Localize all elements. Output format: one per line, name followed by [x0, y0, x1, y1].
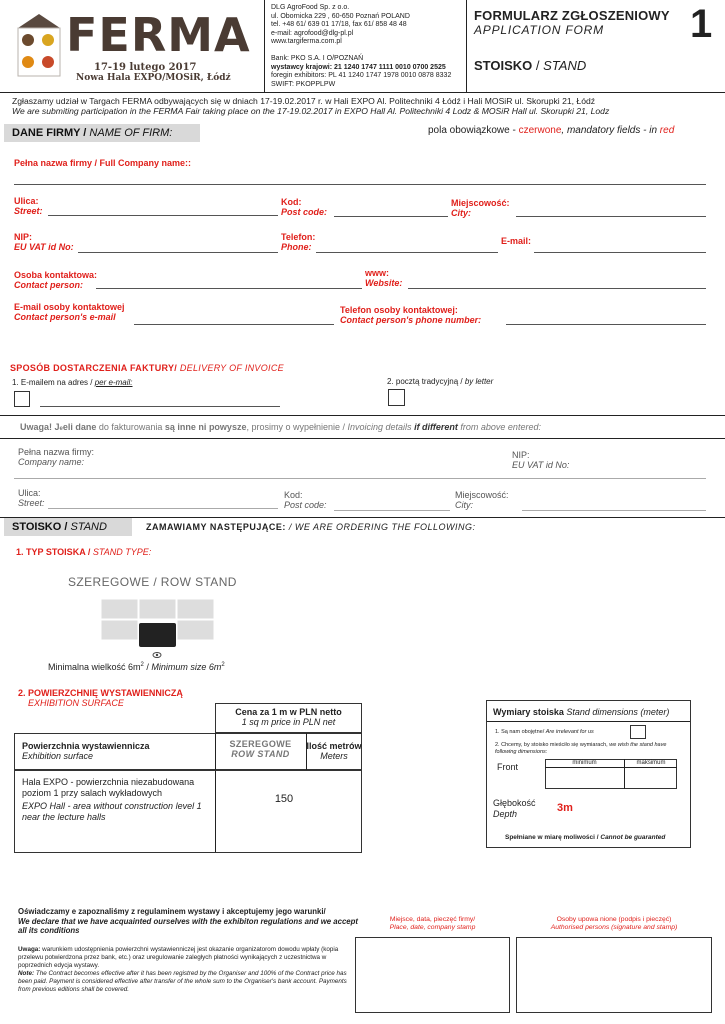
stamp-label: Miejsce, data, pieczęć firmy/ Place, date, company stamp: [389, 916, 476, 931]
email-label: E-mail:: [501, 236, 532, 246]
invoice-note: Uwaga! Jeeli dane do fakturowania są inne ni powysze, prosimy o wypełnienie / Invoicing details if different from above entered:: [20, 422, 541, 432]
signature-label: Osoby upowa nione (podpis i pieczęć) Authorised persons (signature and stamp): [550, 916, 678, 931]
signature-box[interactable]: [516, 937, 712, 1013]
contact-phone-field[interactable]: [506, 324, 706, 325]
col-row-stand: SZEREGOWE ROW STAND: [229, 739, 292, 759]
full-name-field[interactable]: [14, 184, 706, 185]
post-code-label: Kod: Post code:: [281, 197, 328, 217]
stand-type-label: 1. TYP STOISKA / STAND TYPE:: [16, 547, 152, 557]
city-label: Miejscowość: City:: [451, 198, 510, 218]
surface-label: 2. POWIERZCHNIĘ WYSTAWIENNICZĄ EXHIBITION SURFACE: [18, 688, 183, 708]
invoice-opt-letter-label: 2. pocztą tradycyjną / by letter: [387, 377, 494, 386]
street-field[interactable]: [48, 215, 278, 216]
website-label: www: Website:: [365, 268, 403, 288]
barn-icon: [14, 12, 64, 78]
intro-pl: Zgłaszamy udział w Targach FERMA odbywających się w dniach 17-19.02.2017 r. w Hali EXPO Al. Politechniki 4 Łódź i Hali MOSiR ul. Skorupki 21, Łódź: [12, 96, 596, 106]
ordering-label: ZAMAWIAMY NASTĘPUJĄCE: / WE ARE ORDERING THE FOLLOWING:: [146, 522, 476, 532]
inv-city-field[interactable]: [522, 510, 706, 511]
logo-dates: 17-19 lutego 2017: [94, 62, 197, 73]
col-meters: Ilość metrów Meters: [306, 741, 362, 761]
nip-field[interactable]: [78, 252, 278, 253]
row-expo-hall: Hala EXPO - powierzchnia niezabudowana poziom 1 przy salach wykładowych EXPO Hall - area without construction level 1 near the lecture halls: [22, 777, 202, 822]
declaration-text: Oświadczamy e zapoznaliśmy z regulaminem wystawy i akceptujemy jego warunki/ We declare that we have acquainted ourselves with the exhibiton regulations and we accept all its conditions: [18, 907, 358, 935]
dimensions-box: [486, 700, 691, 848]
dim-title: Wymiary stoiska Stand dimensions (meter): [493, 707, 670, 717]
form-number: 1: [690, 2, 713, 46]
row-price: 150: [274, 793, 294, 805]
col-surface: Powierzchnia wystawiennicza Exhibition surface: [22, 741, 150, 761]
intro-en: We are submiting participation in the FERMA Fair taking place on the 17-19.02.2017 in EXPO Hall Al. Politechniki 4 Lodz & MOSiR Hall ul. Skorupki 21, Lodz: [12, 106, 610, 116]
contact-email-label: E-mail osoby kontaktowej Contact person's e-mail: [14, 302, 125, 322]
company-info: DLG AgroFood Sp. z o.o. ul. Obornicka 229 , 60-650 Poznań POLAND tel. +48 61/ 639 01 17/18, fax 61/ 858 48 48 e-mail: agrofood@dlg-pl.pl www.targiferma.com.pl Bank: PKO S.A. I O/POZNAŃ wystawcy krajowi: 21 1240 1747 1111 0010 0700 2525 foregin exhibitors: PL 41 1240 1747 1978 0010 0878 8332 SWIFT: PKOPPLPW: [271, 4, 452, 88]
inv-code-label: Kod: Post code:: [284, 490, 327, 510]
contact-phone-label: Telefon osoby kontaktowej: Contact person's phone number:: [340, 305, 482, 325]
full-name-label: Pełna nazwa firmy / Full Company name::: [14, 158, 192, 168]
invoice-email-field[interactable]: [40, 406, 280, 407]
post-code-field[interactable]: [334, 216, 448, 217]
inv-full-name-field[interactable]: [14, 478, 706, 479]
inv-nip-label: NIP: EU VAT id No:: [512, 450, 570, 470]
dim-front-max[interactable]: [625, 768, 676, 788]
contact-person-field[interactable]: [96, 288, 362, 289]
dim-front-label: Front: [497, 762, 519, 772]
phone-field[interactable]: [316, 252, 498, 253]
phone-label: Telefon: Phone:: [281, 232, 316, 252]
price-table: [14, 703, 362, 853]
row-stand-diagram: [100, 598, 216, 662]
logo-brand: FERMA: [66, 8, 251, 62]
inv-code-field[interactable]: [334, 510, 450, 511]
dim-front-min[interactable]: [546, 768, 624, 788]
dim-maksimum-label: maksimum: [636, 760, 666, 766]
dim-opt2: 2. Chcemy, by stoisko mieściło się wymiarach, we wish the stand have following dimensions:: [495, 742, 667, 755]
inv-city-label: Miejscowość: City:: [455, 490, 509, 510]
inv-street-label: Ulica: Street:: [18, 488, 45, 508]
city-field[interactable]: [516, 216, 706, 217]
dim-note: Spełniane w miarę moliwości / Cannot be guaranted: [505, 834, 666, 841]
row-stand-label: SZEREGOWE / ROW STAND: [68, 575, 237, 589]
dim-minimum-label: minimum: [572, 760, 597, 766]
warning-text: Uwaga: warunkiem udostępnienia powierzchni wystawienniczej jest okazanie organizatorom dowodu wpłaty (kopia przelewu potwierdzona przez bank, etc.) oraz uregulowanie zaległych płatności wynikających z uczestnictwa w poprzednich edycja wystawy. Note: The Contract becomes effective after it has been registred by the Organiser and 100% of the Contract price has been paid. Payment is considered effective after transfer of the whole sum to the Organiser's bank account. Payments from previous editions shall be covered.: [18, 946, 347, 993]
dim-opt1: 1. Są nam obojętne/ Are irrelevant for us: [495, 729, 594, 735]
dim-depth-label: Głębokość Depth: [493, 798, 536, 819]
stamp-box[interactable]: [355, 937, 510, 1013]
min-size-note: Minimalna wielkość $6m^2$ / Minimum size $6m^2$: [48, 662, 225, 672]
invoice-header: SPOSÓB DOSTARCZENIA FAKTURY/ DELIVERY OF INVOICE: [10, 363, 284, 373]
email-field[interactable]: [534, 252, 706, 253]
website-field[interactable]: [408, 288, 706, 289]
inv-street-field[interactable]: [48, 508, 278, 509]
street-label: Ulica: Street:: [14, 196, 43, 216]
stand-section-header: STOISKO / STAND: [4, 518, 132, 536]
nip-label: NIP: EU VAT id No:: [14, 232, 74, 252]
invoice-opt-email-label: 1. E-mailem na adres / per e-mail:: [12, 378, 133, 387]
contact-email-field[interactable]: [134, 324, 334, 325]
mandatory-note: pola obowiązkowe - czerwone, mandatory fields - in red: [428, 125, 675, 136]
ferma-logo: [14, 8, 258, 84]
dim-depth-value: 3m: [557, 802, 573, 814]
dim-irrelevant-checkbox[interactable]: [630, 725, 646, 739]
firm-section-header: DANE FIRMY / NAME OF FIRM:: [4, 124, 200, 142]
invoice-email-checkbox[interactable]: [14, 391, 30, 407]
form-title: FORMULARZ ZGŁOSZENIOWY APPLICATION FORM: [474, 8, 670, 37]
invoice-letter-checkbox[interactable]: [388, 389, 405, 406]
logo-venue: Nowa Hala EXPO/MOSiR, Łódź: [76, 73, 231, 83]
inv-full-name-label: Pełna nazwa firmy: Company name:: [18, 447, 95, 467]
contact-person-label: Osoba kontaktowa: Contact person:: [14, 270, 98, 290]
price-header: Cena za 1 m w PLN netto 1 sq m price in PLN net: [235, 707, 342, 727]
form-subtitle: STOISKO / STAND: [474, 58, 587, 73]
